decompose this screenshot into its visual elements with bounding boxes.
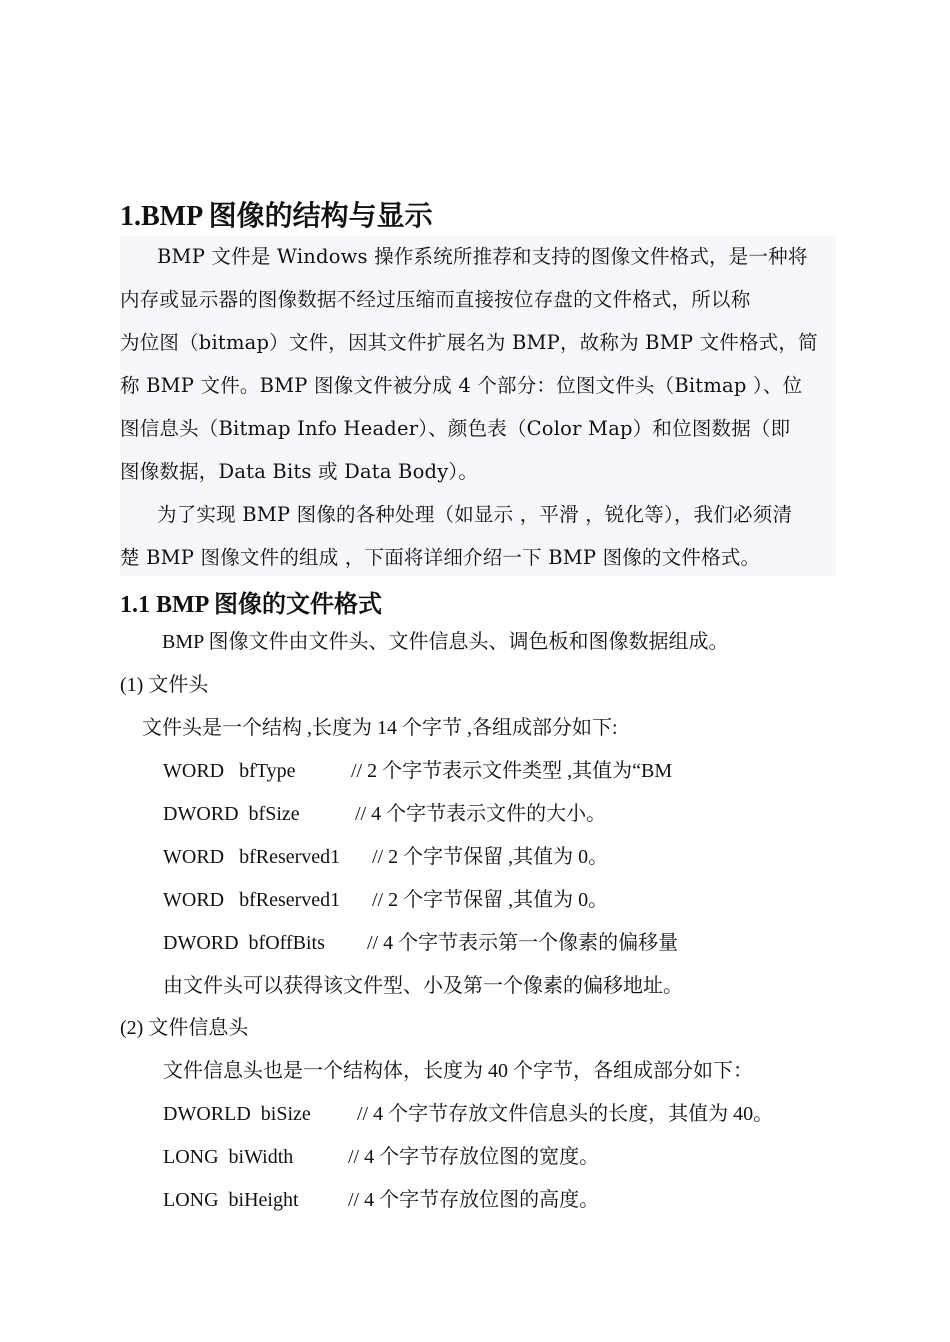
field-type: WORD <box>163 760 225 782</box>
field-comment: // 2 个字节表示文件类型 ,其值为“BM <box>351 760 673 782</box>
field-declaration <box>163 802 355 826</box>
field-type: WORD <box>163 889 225 911</box>
part-summary: 由文件头可以获得该文件型、小及第一个像素的偏移地址。 <box>163 975 683 997</box>
field-name: bfOffBits <box>248 932 325 954</box>
struct-field <box>163 759 672 783</box>
struct-field <box>163 888 608 912</box>
paragraph-line: 图信息头（Bitmap Info Header）、颜色表（Color Map）和位图数据（即 <box>120 417 791 440</box>
paragraph-line: BMP 文件是 Windows 操作系统所推荐和支持的图像文件格式，是一种将 <box>157 245 808 268</box>
part-heading: (1) 文件头 <box>120 674 209 696</box>
field-comment: // 4 个字节表示第一个像素的偏移量 <box>367 932 679 954</box>
field-name: bfSize <box>248 803 300 825</box>
field-comment: // 4 个字节存放位图的高度。 <box>348 1189 600 1211</box>
field-declaration <box>163 1145 348 1169</box>
part-heading: (2) 文件信息头 <box>120 1017 249 1039</box>
subsection-title: 1.1 BMP 图像的文件格式 <box>120 592 382 618</box>
struct-field <box>163 1145 599 1169</box>
field-declaration <box>163 845 372 869</box>
field-name: bfReserved1 <box>239 889 341 911</box>
field-name: biHeight <box>228 1189 299 1211</box>
field-comment: // 4 个字节表示文件的大小。 <box>355 803 607 825</box>
field-type: WORD <box>163 846 225 868</box>
paragraph-line: 为了实现 BMP 图像的各种处理（如显示 ，平滑 ，锐化等），我们必须清 <box>157 503 793 526</box>
field-name: bfReserved1 <box>239 846 341 868</box>
field-type: LONG <box>163 1146 219 1168</box>
paragraph-line: 称 BMP 文件。BMP 图像文件被分成 4 个部分：位图文件头（Bitmap ）、位 <box>120 374 803 397</box>
field-name: biSize <box>260 1103 311 1125</box>
part-intro: 文件头是一个结构 ,长度为 14 个字节 ,各组成部分如下: <box>142 717 618 739</box>
paragraph-line: 图像数据，Data Bits 或 Data Body）。 <box>120 460 479 483</box>
subsection-intro: BMP 图像文件由文件头、文件信息头、调色板和图像数据组成。 <box>162 631 729 653</box>
field-declaration <box>163 759 351 783</box>
paragraph-line: 为位图（bitmap）文件，因其文件扩展名为 BMP，故称为 BMP 文件格式，简 <box>120 331 818 354</box>
field-type: DWORD <box>163 932 239 954</box>
field-comment: // 2 个字节保留 ,其值为 0。 <box>372 889 609 911</box>
section-title: 1.BMP 图像的结构与显示 <box>120 201 433 232</box>
field-type: DWORD <box>163 803 239 825</box>
part-intro: 文件信息头也是一个结构体，长度为 40 个字节，各组成部分如下： <box>163 1060 753 1082</box>
struct-field <box>163 931 678 955</box>
field-declaration <box>163 888 372 912</box>
struct-field <box>163 845 608 869</box>
field-comment: // 4 个字节存放文件信息头的长度，其值为 40。 <box>357 1103 774 1125</box>
field-name: biWidth <box>228 1146 294 1168</box>
field-comment: // 4 个字节存放位图的宽度。 <box>348 1146 600 1168</box>
field-declaration <box>163 1188 348 1212</box>
field-declaration <box>163 931 367 955</box>
field-name: bfType <box>239 760 296 782</box>
field-type: LONG <box>163 1189 219 1211</box>
field-declaration <box>163 1102 357 1126</box>
paragraph-line: 内存或显示器的图像数据不经过压缩而直接按位存盘的文件格式，所以称 <box>120 288 751 311</box>
struct-field <box>163 1188 599 1212</box>
field-comment: // 2 个字节保留 ,其值为 0。 <box>372 846 609 868</box>
struct-field <box>163 802 606 826</box>
field-type: DWORLD <box>163 1103 251 1125</box>
struct-field <box>163 1102 773 1126</box>
paragraph-line: 楚 BMP 图像文件的组成 ，下面将详细介绍一下 BMP 图像的文件格式。 <box>120 546 761 569</box>
